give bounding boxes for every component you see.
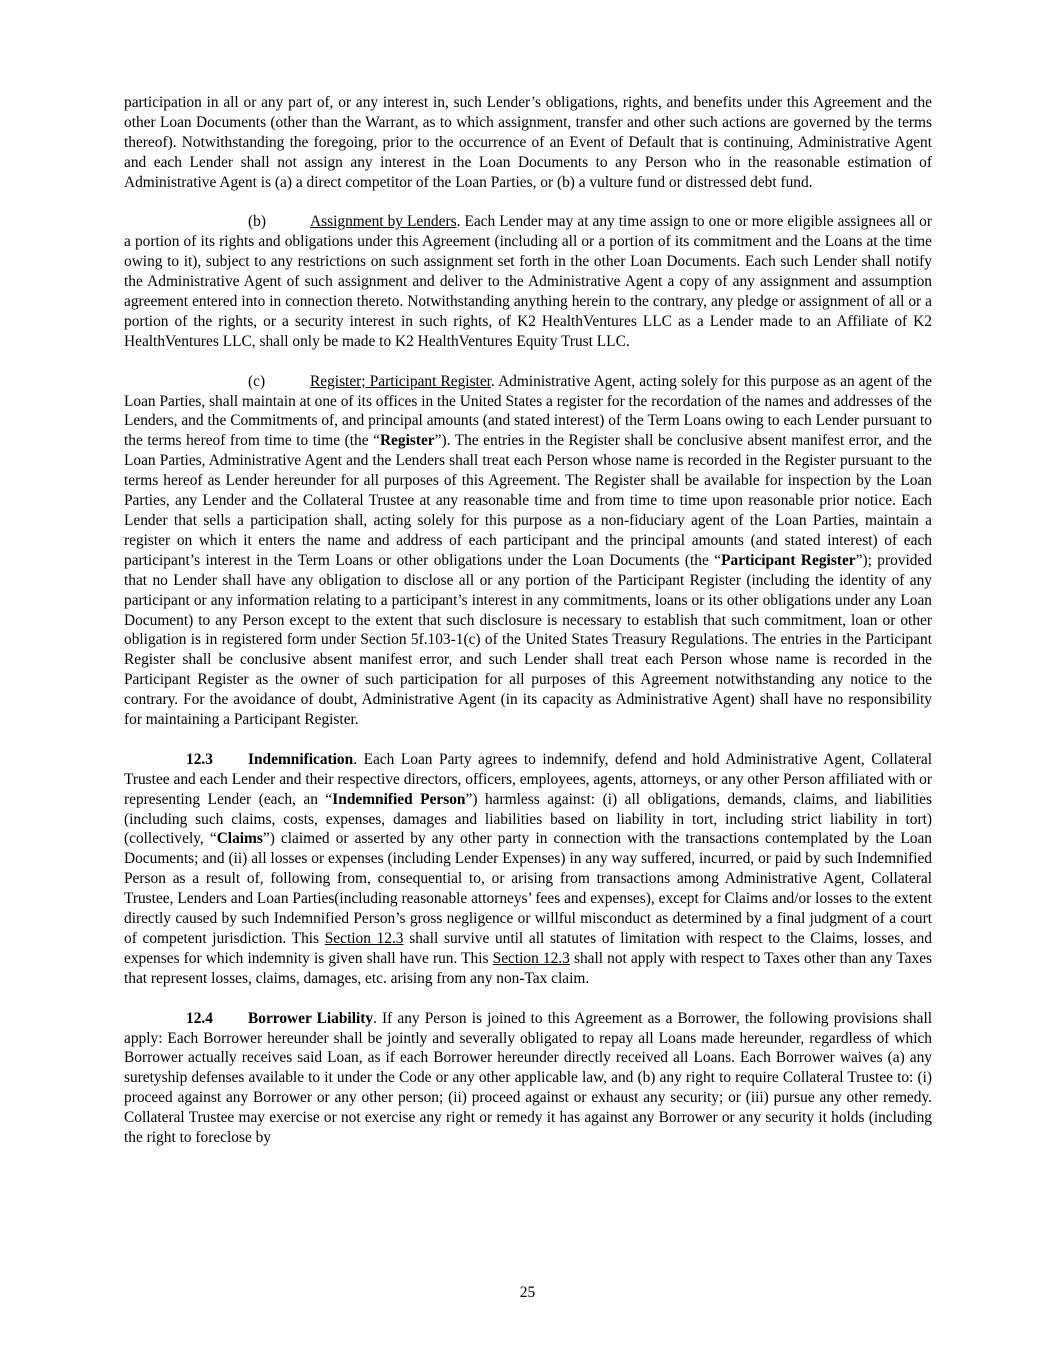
paragraph-c-text-2: ”). The entries in the Register shall be conclusive absent manifest error, and the Loan Parties, Administrative Agent and the Lenders shall treat each Person whose name is recorded in the Register pursuant to the terms hereof as Lender hereunder for all purposes of this Agreement. The Register shall be available for inspection by the Loan Parties, any Lender and the Collateral Trustee at any reasonable time and from time to time upon reasonable prior notice. Each Lender that sells a participation shall, acting solely for this purpose as a non-fiduciary agent of the Loan Parties, maintain a register on which it enters the name and address of each participant and the principal amounts (and stated interest) of each participant’s interest in the Term Loans or other obligations under the Loan Documents (the “ (124, 432, 933, 569)
section-12-3-text-2: ”) harmless against: (i) all obligations, demands, claims, and liabilities (including such claims, costs, expenses, damages and liabilities based on liability in tort, including strict liability in tort) (collectively, “ (124, 790, 932, 848)
document-page (124, 93, 932, 1168)
section-12-4-heading: Borrower Liability (248, 1009, 374, 1027)
paragraph-a-text: participation in all or any part of, or any interest in, such Lender’s obligations, rights, and benefits under this Agreement and the other Loan Documents (other than the Warrant, as to which assignment, transfer and other such actions are governed by the terms thereof). Notwithstanding the foregoing, prior to the occurrence of an Event of Default that is continuing, Administrative Agent and each Lender shall not assign any interest in the Loan Documents to any Person who in the reasonable estimation of Administrative Agent is (a) a direct competitor of the Loan Parties, or (b) a vulture fund or distressed debt fund. (124, 94, 932, 191)
section-12-3-reference-2: Section 12.3 (492, 949, 570, 967)
defined-term-indemnified-person: Indemnified Person (332, 790, 466, 808)
section-12-3-text-3: ”) claimed or asserted by any other party in connection with the transactions contemplated by the Loan Documents; and (ii) all losses or expenses (including Lender Expenses) in any way suffered, incurred, or paid by such Indemnified Person as a result of, following from, consequential to, or arising from transactions among Administrative Agent, Collateral Trustee, Lenders and Loan Parties(including reasonable attorneys’ fees and expenses), except for Claims and/or losses to the extent directly caused by such Indemnified Person’s gross negligence or willful misconduct as determined by a final judgment of a court of competent jurisdiction. This (124, 830, 932, 948)
paragraph-b-heading: Assignment by Lenders (310, 213, 457, 231)
paragraph-b-label: (b) (248, 213, 266, 231)
paragraph-c-text-3: ”); provided that no Lender shall have any obligation to disclose all or any portion of the Participant Register (including the identity of any participant or any information relating to a participant’s interest in any commitments, loans or its other obligations under any Loan Document) to any Person except to the extent that such disclosure is necessary to establish that such commitment, loan or other obligation is in registered form under Section 5f.103-1(c) of the United States Treasury Regulations. The entries in the Participant Register shall be conclusive absent manifest error, and such Lender shall treat each Person whose name is recorded in the Participant Register as the owner of such participation for all purposes of this Agreement notwithstanding any notice to the contrary. For the avoidance of doubt, Administrative Agent (in its capacity as Administrative Agent) shall have no responsibility for maintaining a Participant Register. (124, 551, 932, 729)
paragraph-c-heading: Register; Participant Register (310, 372, 491, 390)
defined-term-register: Register (379, 432, 435, 450)
defined-term-participant-register: Participant Register (721, 551, 856, 569)
section-12-3 (124, 750, 932, 989)
paragraph-b (124, 212, 932, 351)
paragraph-a-continued (124, 93, 932, 193)
section-12-3-number: 12.3 (186, 750, 213, 768)
section-12-4-text: . If any Person is joined to this Agreement as a Borrower, the following provisions shall apply: Each Borrower hereunder shall be jointly and severally obligated to repay all Loans made hereunder, regardless of which Borrower actually receives said Loan, as if each Borrower hereunder directly received all Loans. Each Borrower waives (a) any suretyship defenses available to it under the Code or any other applicable law, and (b) any right to require Collateral Trustee to: (i) proceed against any Borrower or any other person; (ii) proceed against or exhaust any security; or (iii) pursue any other remedy. Collateral Trustee may exercise or not exercise any right or remedy it has against any Borrower or any security it holds (including the right to foreclose by (124, 1009, 932, 1147)
section-12-4 (124, 1009, 932, 1148)
defined-term-claims: Claims (216, 830, 263, 848)
page-number: 25 (519, 1284, 536, 1301)
paragraph-c-text-1: . Administrative Agent, acting solely for this purpose as an agent of the Loan Parties, shall maintain at one of its offices in the United States a register for the recordation of the names and addresses of the Lenders, and the Commitments of, and principal amounts (and stated interest) of the Term Loans owing to each Lender pursuant to the terms hereof from time to time (the “ (124, 372, 932, 450)
section-12-3-text-5: shall not apply with respect to Taxes other than any Taxes that represent losses, claims, damages, etc. arising from any non-Tax claim. (124, 949, 933, 987)
section-12-3-text-4: shall survive until all statutes of limitation with respect to the Claims, losses, and expenses for which indemnity is given shall have run. This (124, 930, 932, 967)
paragraph-c (124, 372, 932, 730)
paragraph-b-text: . Each Lender may at any time assign to one or more eligible assignees all or a portion of its rights and obligations under this Agreement (including all or a portion of its commitment and the Loans at the time owing to it), subject to any restrictions on such assignment set forth in the other Loan Documents. Each such Lender shall notify the Administrative Agent of such assignment and deliver to the Administrative Agent a copy of any assignment and assumption agreement entered into in connection thereto. Notwithstanding anything herein to the contrary, any pledge or assignment of all or a portion of the rights, or a security interest in such rights, of K2 HealthVentures LLC as a Lender made to an Affiliate of K2 HealthVentures LLC, shall only be made to K2 HealthVentures Equity Trust LLC. (124, 213, 932, 350)
section-12-3-heading: Indemnification (248, 750, 354, 768)
section-12-4-number: 12.4 (186, 1009, 213, 1027)
section-12-3-text-1: . Each Loan Party agrees to indemnify, defend and hold Administrative Agent, Collateral Trustee and each Lender and their respective directors, officers, employees, agents, attorneys, or any other Person affiliated with or representing Lender (each, an “ (124, 750, 932, 808)
section-12-3-reference-1: Section 12.3 (324, 930, 404, 948)
paragraph-c-label: (c) (248, 372, 266, 390)
